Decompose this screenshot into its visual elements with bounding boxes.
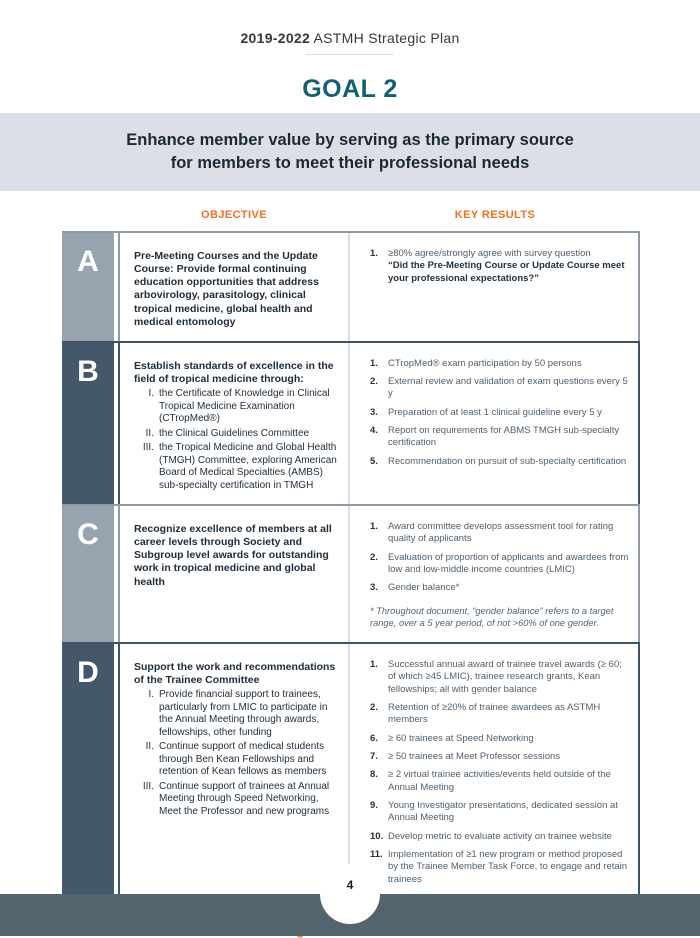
key-result-item: 9. Young Investigator presentations, dedicated session at Annual Meeting [370, 799, 618, 824]
row-c-objective [120, 506, 348, 642]
table-row-a [62, 233, 640, 341]
row-a-letter-badge [62, 233, 114, 341]
goal-statement-line2: for members to meet their professional needs [170, 154, 530, 172]
row-a-objective [120, 233, 348, 341]
key-result-item: 1. Award committee develops assessment tool for rating quality of applicants [370, 521, 614, 545]
row-d-letter-badge [62, 644, 114, 904]
key-result-item: 5. Recommendation on pursuit of sub-specialty certification [370, 455, 627, 467]
objective-subitem: II. the Clinical Guidelines Committee [145, 427, 310, 439]
key-result-quote: “Did the Pre-Meeting Course or Update Course meet your professional expectations?” [388, 260, 625, 284]
row-d-cell [118, 644, 640, 904]
document-title-rest: ASTMH Strategic Plan [310, 30, 460, 46]
objective-subitem: II. Continue support of medical students through Ben Kean Fellowships and retention of Kean fellows as members [145, 741, 327, 778]
document-title-years: 2019-2022 [240, 30, 311, 46]
key-result-item: 4. Report on requirements for ABMS TMGH sub-specialty certification [370, 425, 620, 449]
row-c-cell [118, 506, 640, 642]
key-result-text: ≥80% agree/strongly agree with survey question “Did the Pre-Meeting Course or Update Course meet your professional expectations?” [388, 248, 630, 285]
goal-table [62, 231, 640, 907]
objective-subitem: I. Provide financial support to trainees, particularly from LMIC to participate in the Annual Meeting through awards, fellowships, other funding [148, 689, 328, 738]
row-c-key-results [350, 506, 638, 642]
key-result-item: 6. ≥ 60 trainees at Speed Networking [370, 732, 534, 744]
objective-subitem: III. Continue support of trainees at Annual Meeting through Speed Networking, Meet the Professor and new programs [142, 780, 330, 817]
row-a-cell [118, 233, 640, 341]
key-result-item [370, 248, 630, 285]
key-result-item: 8. ≥ 2 virtual trainee activities/events held outside of the Annual Meeting [370, 769, 611, 793]
key-result-item: 11. Implementation of ≥1 new program or method proposed by the Trainee Member Task Force, to engage and retain trainees [370, 848, 628, 885]
row-b-letter-badge [62, 343, 114, 504]
row-d-objective-list [134, 689, 338, 818]
objective-column-header: OBJECTIVE [201, 209, 267, 221]
key-result-item: 3. Gender balance* [370, 582, 460, 594]
table-row-b [62, 343, 640, 504]
row-d-key-results [350, 644, 638, 904]
page-number: 4 [346, 878, 354, 892]
key-result-item: 2. Evaluation of proportion of applicants and awardees from low and low-middle income countries (LMIC) [370, 551, 629, 576]
row-b-cell [118, 343, 640, 504]
key-result-number: 1. [370, 248, 378, 259]
page-number-notch [320, 864, 380, 924]
objective-subitem: III. the Tropical Medicine and Global Health (TMGH) Committee, exploring American Board of Medical Specialties (AMBS) sub-specialty certification in TMGH [142, 442, 337, 491]
row-b-objective-text: Establish standards of excellence in the field of tropical medicine through: [134, 359, 334, 385]
row-b-letter: B [77, 354, 99, 388]
goal-statement-banner [0, 113, 700, 191]
document-title [0, 30, 700, 46]
key-result-item: 1. Successful annual award of trainee travel awards (≥ 60; of which ≥45 LMIC), trainee research grants, Kean fellowships; all with gender balance [370, 658, 622, 695]
key-result-item: 3. Preparation of at least 1 clinical guideline every 5 y [370, 406, 602, 418]
row-c-letter-badge [62, 506, 114, 642]
key-result-item: 2. Retention of ≥20% of trainee awardees as ASTMH members [370, 701, 601, 726]
table-row-c [62, 506, 640, 642]
row-c-letter: C [77, 518, 99, 551]
row-d-objective [120, 644, 348, 904]
key-result-item: 7. ≥ 50 trainees at Meet Professor sessions [370, 750, 561, 762]
row-a-objective-text: Pre-Meeting Courses and the Update Course: Provide formal continuing education opportunities that address arbovirology, parasitology, clinical tropical medicine, global health and medical entomology [134, 250, 319, 328]
row-b-key-results [350, 343, 638, 504]
row-d-letter: D [77, 655, 99, 689]
key-result-item: 2. External review and validation of exam questions every 5 y [370, 376, 628, 400]
key-result-item: 10. Develop metric to evaluate activity on trainee website [370, 830, 612, 842]
row-c-objective-text: Recognize excellence of members at all career levels through Society and Subgroup level awards for outstanding work in tropical medicine and global health [134, 523, 332, 588]
row-d-objective-text: Support the work and recommendations of the Trainee Committee [134, 660, 336, 686]
title-divider [306, 54, 394, 55]
gender-balance-footnote: * Throughout document, “gender balance” refers to a target range, over a 5 year period, of not >60% of one gender. [370, 605, 614, 629]
row-b-objective [120, 343, 348, 504]
goal-heading: GOAL 2 [302, 75, 398, 103]
column-headers [62, 205, 640, 223]
column-header-spacer [62, 205, 118, 223]
key-result-item: 1. CTropMed® exam participation by 50 persons [370, 357, 582, 369]
row-a-key-results [350, 233, 638, 341]
goal-statement-line1: Enhance member value by serving as the primary source [126, 130, 574, 149]
key-results-column-header: KEY RESULTS [454, 209, 536, 221]
objective-subitem: I. the Certificate of Knowledge in Clinical Tropical Medicine Examination (CTropMed®) [148, 388, 330, 424]
row-a-letter: A [77, 245, 99, 278]
row-b-objective-list [134, 388, 338, 492]
